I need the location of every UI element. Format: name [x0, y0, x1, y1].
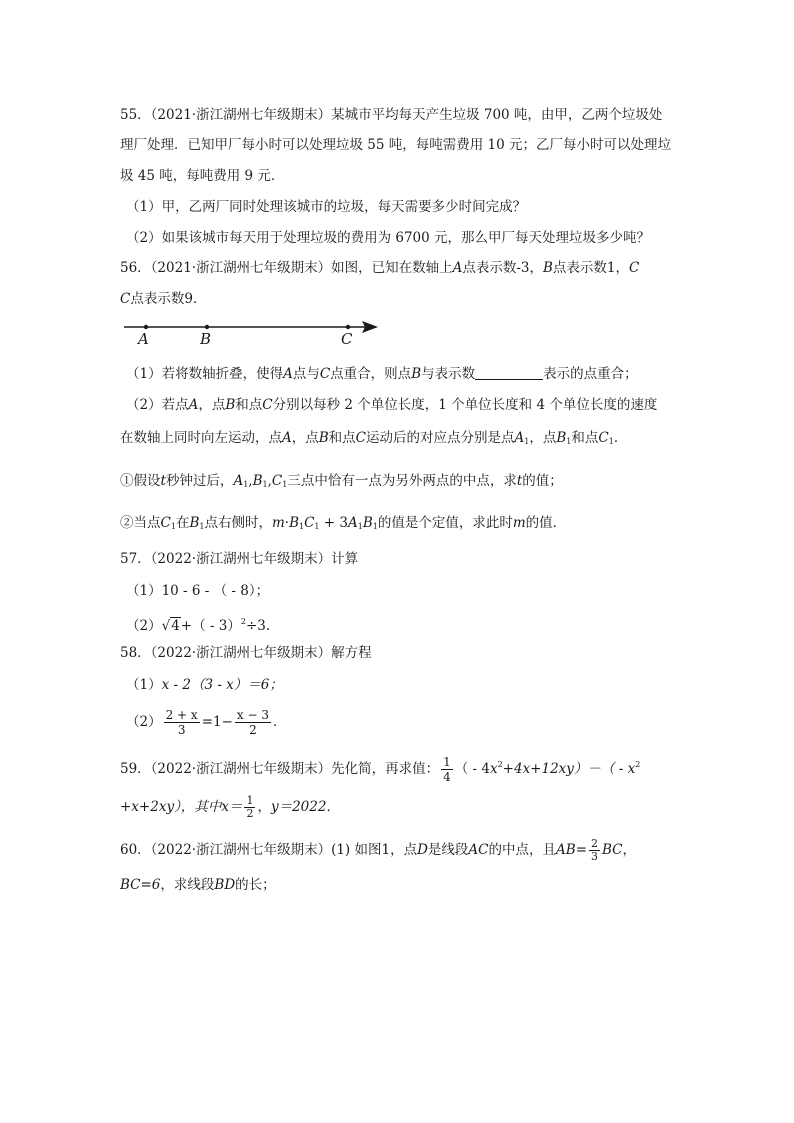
point-b-label: B: [200, 330, 212, 348]
q58-sub2: （2） $\frac{2 + x}{3}$ =1− $\frac{x - 3}{2}$ ．: [126, 708, 287, 737]
q59-line1: 59．（2022·浙江湖州七年级期末）先化简，再求值： $\frac{1}{4}$ （ - $4x^2+4x+12xy)-( - x^2$: [120, 755, 641, 784]
answer-blank[interactable]: [475, 365, 543, 380]
q56-case2: ②当点$C_1$在$B_1$点右侧时，$m\cdot B_1C_1 + 3A_1B_1$的值是个定值，求此时m的值．: [120, 515, 567, 531]
q55-sub1: （1）甲，乙两厂同时处理该城市的垃圾，每天需要多少时间完成？: [126, 199, 527, 215]
fraction-half: $\frac{1}{2}$: [246, 794, 254, 820]
q55-line2: 理厂处理．已知甲厂每小时可以处理垃圾 55 吨，每吨需费用 10 元；乙厂每小时可以处理垃: [120, 137, 672, 153]
fraction-2: $\frac{x - 3}{2}$: [236, 708, 269, 737]
q58-sub1: （1）x - 2（3 - x）＝6；: [126, 677, 283, 693]
point-c-dot: [346, 325, 350, 329]
q56-sub2-line2: 在数轴上同时向左运动，点A，点B和点C运动后的对应点分别是点$A_1$，点$B_1$和点$C_1$．: [120, 430, 628, 446]
q59-line2: +x+2xy），其中x＝ $\frac{1}{2}$ ，y＝2022．: [120, 794, 340, 820]
q60-line2: BC=6，求线段BD的长；: [120, 877, 276, 893]
fraction-1: $\frac{2 + x}{3}$: [165, 708, 198, 737]
q55-line3: 圾 45 吨，每吨费用 9 元．: [120, 168, 285, 184]
q57-sub2: （2）√4+（ - 3）$^2$÷3.: [126, 617, 271, 634]
q56-line1: 56．（2021·浙江湖州七年级期末）如图，已知在数轴上A点表示数-3，B点表示数1，C: [120, 260, 640, 276]
point-a-dot: [144, 325, 148, 329]
point-b-dot: [205, 325, 209, 329]
point-c-label: C: [341, 330, 353, 348]
q55-line1: 55．（2021·浙江湖州七年级期末）某城市平均每天产生垃圾 700 吨，由甲，乙两个垃圾处: [120, 107, 663, 123]
q56-sub2-line1: （2）若点A，点B和点C分别以每秒 2 个单位长度，1 个单位长度和 4 个单位长度的速度: [126, 397, 658, 413]
q55-sub2: （2）如果该城市每天用于处理垃圾的费用为 6700 元，那么甲厂每天处理垃圾多少吨？: [126, 230, 651, 246]
q57-title: 57．（2022·浙江湖州七年级期末）计算: [120, 551, 359, 567]
fraction-two-thirds: $\frac{2}{3}$: [591, 837, 598, 863]
q60-line1: 60．（2022·浙江湖州七年级期末）(1) 如图1，点D是线段AC的中点，且AB= $\frac{2}{3}$ BC，: [120, 837, 637, 863]
fraction-quarter: $\frac{1}{4}$: [443, 755, 451, 784]
q56-line2: C点表示数9．: [120, 291, 207, 307]
q58-title: 58．（2022·浙江湖州七年级期末）解方程: [120, 645, 372, 661]
q57-sub1: （1）10 - 6 - （ - 8）；: [126, 583, 270, 599]
q56-case1: ①假设t秒钟过后，$A_1,B_1,C_1$三点中恰有一点为另外两点的中点，求t的值；: [120, 473, 563, 489]
point-a-label: A: [138, 330, 149, 348]
q56-sub1: （1）若将数轴折叠，使得A点与C点重合，则点B与表示数 表示的点重合；: [126, 366, 638, 382]
sqrt-symbol: √4: [161, 618, 180, 634]
